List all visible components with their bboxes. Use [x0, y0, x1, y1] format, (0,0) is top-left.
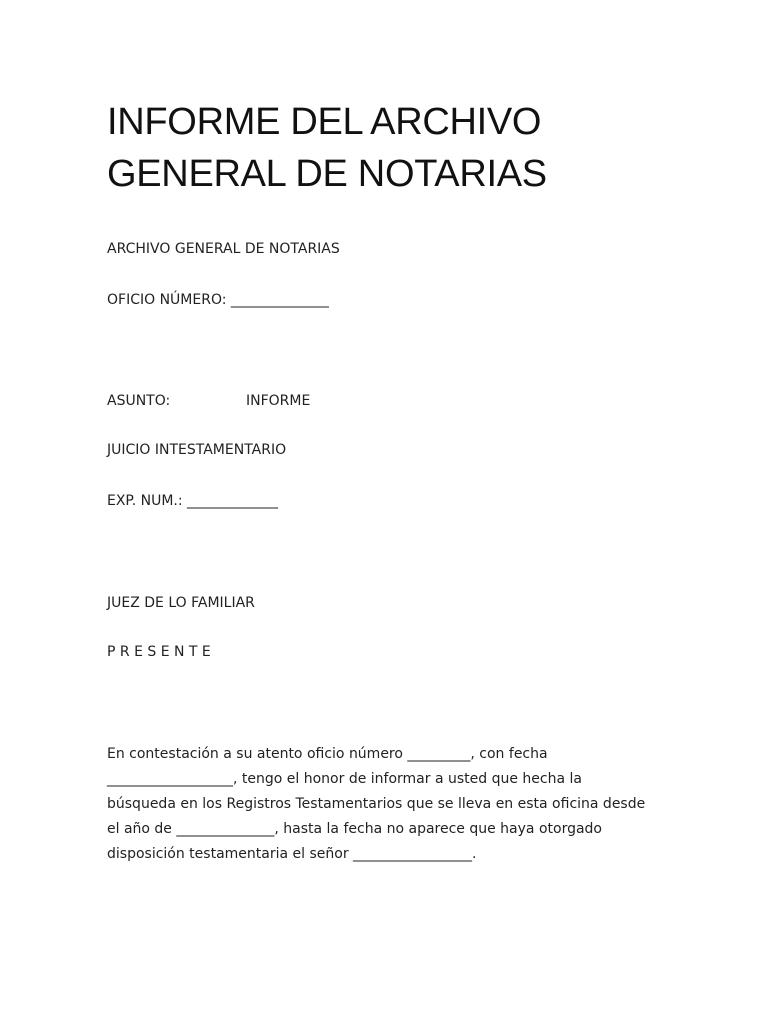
- title-line-1: INFORME DEL ARCHIVO: [107, 101, 542, 143]
- oficio-number-line: OFICIO NÚMERO: ______________: [107, 292, 329, 308]
- document-title: [107, 96, 667, 200]
- asunto-label: ASUNTO:: [107, 393, 171, 409]
- expediente-line: EXP. NUM.: _____________: [107, 493, 279, 509]
- body-paragraph: En contestación a su atento oficio número _________, con fecha __________________, tengo el honor de informar a usted que hecha la búsqueda en los Registros Testamentarios que se lleva en esta oficina desde el año de ______________, hasta la fecha no aparece que haya otorgado disposición testamentaria el señor _________________.: [107, 746, 646, 862]
- asunto-line: [107, 391, 507, 411]
- juicio-line: JUICIO INTESTAMENTARIO: [107, 442, 287, 458]
- title-line-2: GENERAL DE NOTARIAS: [107, 153, 547, 195]
- recipient-line: JUEZ DE LO FAMILIAR: [107, 595, 255, 611]
- presente-line: P R E S E N T E: [107, 644, 211, 660]
- archive-header: ARCHIVO GENERAL DE NOTARIAS: [107, 241, 340, 257]
- asunto-value: INFORME: [246, 393, 311, 409]
